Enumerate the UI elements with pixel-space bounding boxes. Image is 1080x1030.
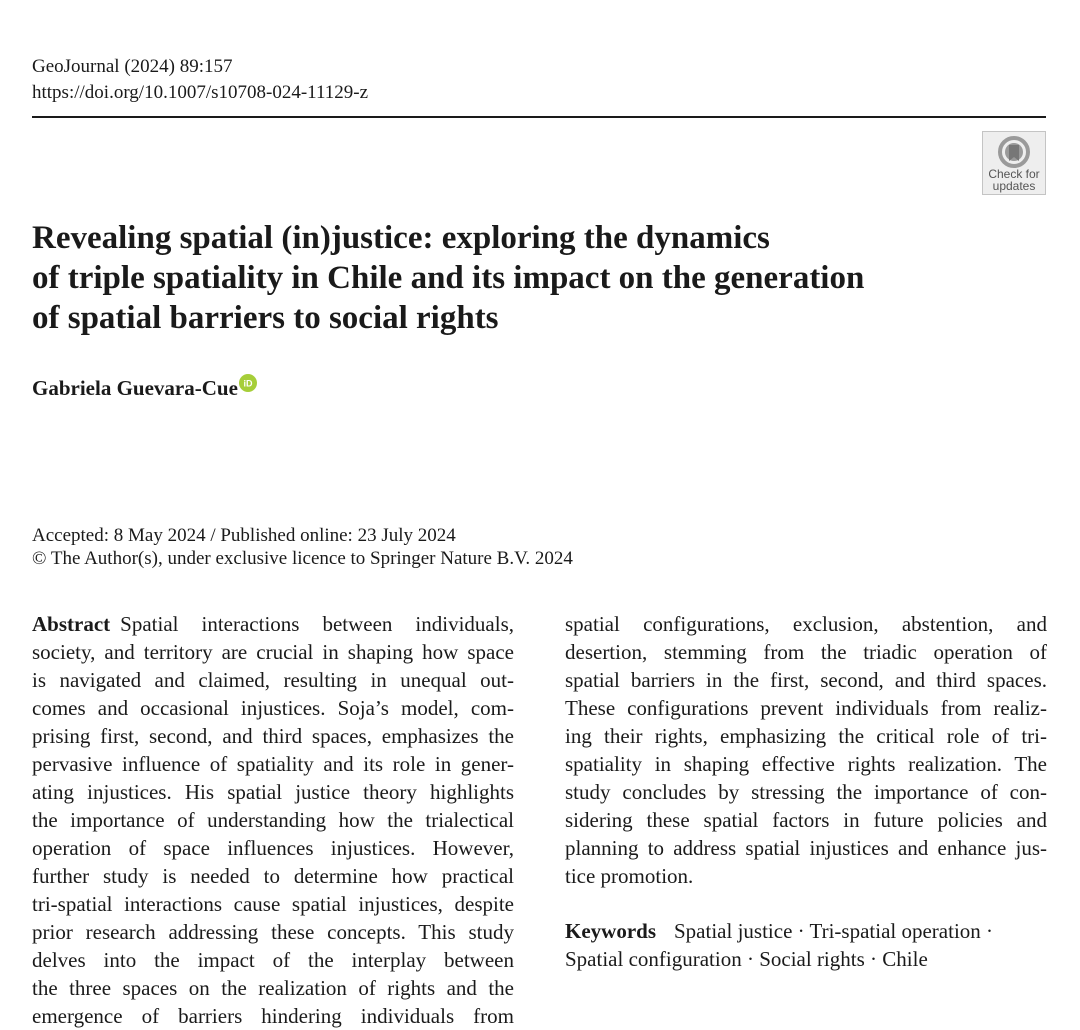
orcid-icon-label: iD [243,378,253,389]
accepted-published-date: Accepted: 8 May 2024 / Published online: 23 July 2024 [32,525,456,546]
abstract-line: prior research addressing these concepts. This study [32,920,514,944]
abstract-line: spatial configurations, exclusion, abstention, and [565,612,1047,636]
abstract-line: study concludes by stressing the importance of con- [565,780,1047,804]
doi-link[interactable]: https://doi.org/10.1007/s10708-024-11129-z [32,82,369,103]
abstract-line: tri-spatial interactions cause spatial injustices, despite [32,892,514,916]
orcid-icon[interactable] [239,374,257,392]
abstract-label: Abstract [32,612,111,636]
abstract-line: desertion, stemming from the triadic operation of [565,640,1047,664]
publication-dates [32,524,573,570]
abstract-line: ing their rights, emphasizing the critical role of tri- [565,724,1047,748]
keywords-section [565,917,1047,973]
abstract-line: planning to address spatial injustices and enhance jus- [565,836,1047,860]
author-line [32,374,257,402]
check-for-updates-badge[interactable] [982,131,1046,195]
abstract-line: These configurations prevent individuals from realiz- [565,696,1047,720]
abstract-line: emergence of barriers hindering individuals from [32,1004,514,1028]
copyright-notice: © The Author(s), under exclusive licence to Springer Nature B.V. 2024 [32,548,573,569]
abstract-line: ating injustices. His spatial justice theory highlights [32,780,514,804]
title-line: of triple spatiality in Chile and its impact on the generation [32,260,865,296]
abstract-line: sidering these spatial factors in future policies and [565,808,1047,832]
abstract-line: delves into the impact of the interplay between [32,948,514,972]
header-divider [32,116,1046,118]
abstract-right-column [565,610,1047,890]
title-line: of spatial barriers to social rights [32,300,499,336]
journal-citation: GeoJournal (2024) 89:157 [32,56,233,77]
check-updates-text [983,168,1045,192]
check-updates-icon [997,135,1031,169]
abstract-line: spatiality in shaping effective rights realization. The [565,752,1047,776]
abstract-line: comes and occasional injustices. Soja’s model, com- [32,696,514,720]
check-updates-line1: Check for [988,167,1040,181]
abstract-line: the three spaces on the realization of rights and the [32,976,514,1000]
abstract-line: pervasive influence of spatiality and its role in gener- [32,752,514,776]
abstract-line: further study is needed to determine how practical [32,864,514,888]
title-line: Revealing spatial (in)justice: exploring the dynamics [32,220,770,256]
check-updates-line2: updates [992,179,1036,193]
abstract-text: Spatial interactions between individuals, [120,612,514,636]
abstract-line: society, and territory are crucial in shaping how space [32,640,514,664]
article-title [32,218,864,338]
journal-header [32,54,368,106]
abstract-line: is navigated and claimed, resulting in unequal out- [32,668,514,692]
keywords-line: Spatial configuration · Social rights · Chile [565,947,928,971]
abstract-line [32,610,514,638]
abstract-line: operation of space influences injustices. However, [32,836,514,860]
keywords-label: Keywords [565,919,656,943]
author-name[interactable]: Gabriela Guevara-Cue [32,376,238,400]
abstract-line: spatial barriers in the first, second, and third spaces. [565,668,1047,692]
keywords-line [565,917,1047,945]
abstract-line: prising first, second, and third spaces, emphasizes the [32,724,514,748]
keywords-text: Spatial justice · Tri-spatial operation · [674,919,994,943]
abstract-line: the importance of understanding how the trialectical [32,808,514,832]
abstract-line: tice promotion. [565,864,694,888]
abstract-left-column [32,610,514,1030]
